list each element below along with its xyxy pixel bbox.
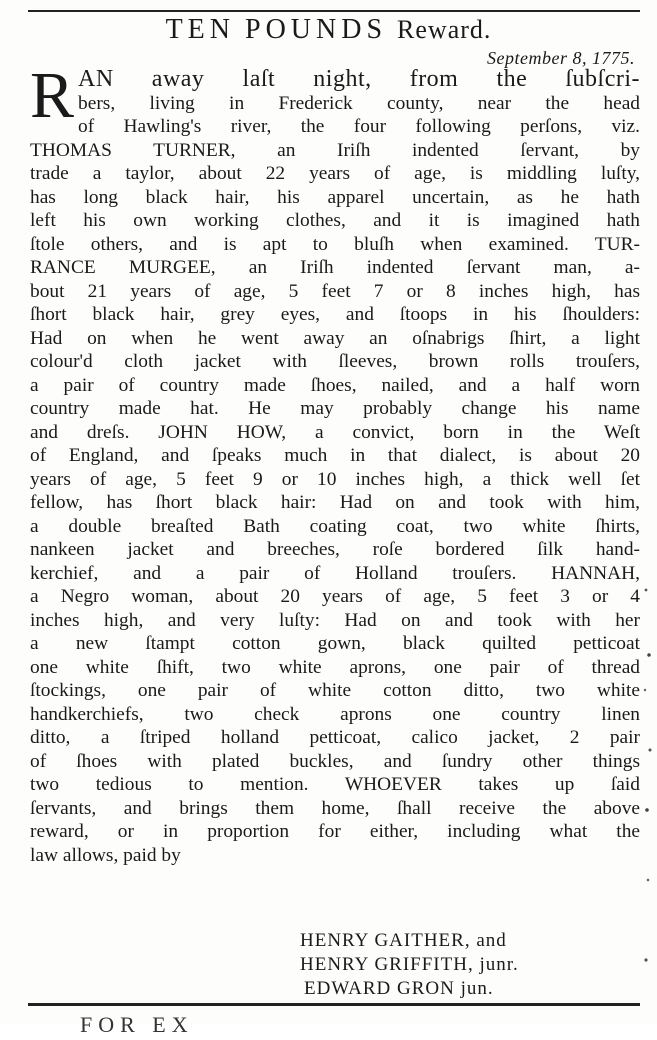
- ad-line: THOMAS TURNER, an Iriſh indented ſervant, by: [30, 139, 640, 161]
- ad-line: bers, living in Frederick county, near the head: [78, 92, 640, 114]
- headline-ten: TEN: [165, 14, 236, 45]
- ad-dateline: September 8, 1775.: [487, 48, 635, 68]
- ad-line: a double breaſted Bath coating coat, two white ſhirts,: [30, 515, 640, 537]
- ad-line: one white ſhift, two white aprons, one pair of thread: [30, 656, 640, 678]
- ad-line: RANCE MURGEE, an Iriſh indented ſervant man, a-: [30, 257, 640, 278]
- ad-line: and dreſs. JOHN HOW, a convict, born in the Weſt: [30, 421, 640, 443]
- ad-line: a new ſtampt cotton gown, black quilted petticoat: [30, 633, 640, 654]
- next-ad-fragment: FOR EX: [80, 1012, 194, 1037]
- ad-line: of England, and ſpeaks much in that dialect, is about 20: [30, 445, 640, 466]
- signature-block: [300, 929, 519, 1001]
- ad-line: a Negro woman, about 20 years of age, 5 feet 3 or 4: [30, 586, 640, 607]
- signature-line: HENRY GRIFFITH, junr.: [300, 954, 519, 975]
- ad-line: inches high, and very luſty: Had on and took with her: [30, 609, 640, 631]
- ad-line: kerchief, and a pair of Holland trouſers. HANNAH,: [30, 562, 640, 584]
- ad-line: left his own working clothes, and it is imagined hath: [30, 210, 640, 231]
- ad-body: [30, 59, 640, 867]
- ad-line: of Hawling's river, the four following perſons, viz.: [78, 116, 640, 137]
- ad-line: fellow, has ſhort black hair: Had on and took with him,: [30, 492, 640, 513]
- headline-reward: Reward.: [397, 15, 492, 44]
- ad-line: of ſhoes with plated buckles, and ſundry other things: [30, 750, 640, 772]
- ad-line: ſtole others, and is apt to bluſh when examined. TUR-: [30, 233, 640, 255]
- ad-line: ſervants, and brings them home, ſhall receive the above: [30, 797, 640, 819]
- ad-line: ſtockings, one pair of white cotton ditto, two white: [30, 680, 640, 701]
- ad-line: bout 21 years of age, 5 feet 7 or 8 inches high, has: [30, 280, 640, 302]
- ad-line: law allows, paid by: [30, 844, 181, 866]
- bottom-column-rule: [28, 1003, 640, 1006]
- ad-line: two tedious to mention. WHOEVER takes up ſaid: [30, 774, 640, 795]
- headline-pounds: POUNDS: [245, 14, 388, 45]
- ad-line: AN away laſt night, from the ſubſcri-: [78, 66, 640, 92]
- signature-line: HENRY GAITHER, and: [300, 930, 507, 951]
- ad-headline: [0, 14, 657, 46]
- ad-line: ſhort black hair, grey eyes, and ſtoops in his ſhoulders:: [30, 304, 640, 325]
- ad-line: colour'd cloth jacket with ſleeves, brown rolls trouſers,: [30, 351, 640, 372]
- page-edge-specks: [641, 560, 655, 1000]
- ad-line: reward, or in proportion for either, including what the: [30, 821, 640, 842]
- ad-line: ditto, a ſtriped holland petticoat, calico jacket, 2 pair: [30, 727, 640, 748]
- ad-line: country made hat. He may probably change his name: [30, 398, 640, 419]
- ad-line: handkerchiefs, two check aprons one country linen: [30, 703, 640, 725]
- signature-line: EDWARD GRON jun.: [304, 978, 494, 999]
- ad-line: trade a taylor, about 22 years of age, is middling luſty,: [30, 163, 640, 184]
- top-column-rule: [28, 10, 640, 12]
- drop-cap: R: [30, 59, 75, 132]
- ad-line: has long black hair, his apparel uncertain, as he hath: [30, 186, 640, 208]
- ad-line: years of age, 5 feet 9 or 10 inches high, a thick well ſet: [30, 468, 640, 490]
- ad-line: Had on when he went away an oſnabrigs ſhirt, a light: [30, 327, 640, 349]
- ad-line: a pair of country made ſhoes, nailed, and a half worn: [30, 374, 640, 396]
- ad-line: nankeen jacket and breeches, roſe bordered ſilk hand-: [30, 539, 640, 560]
